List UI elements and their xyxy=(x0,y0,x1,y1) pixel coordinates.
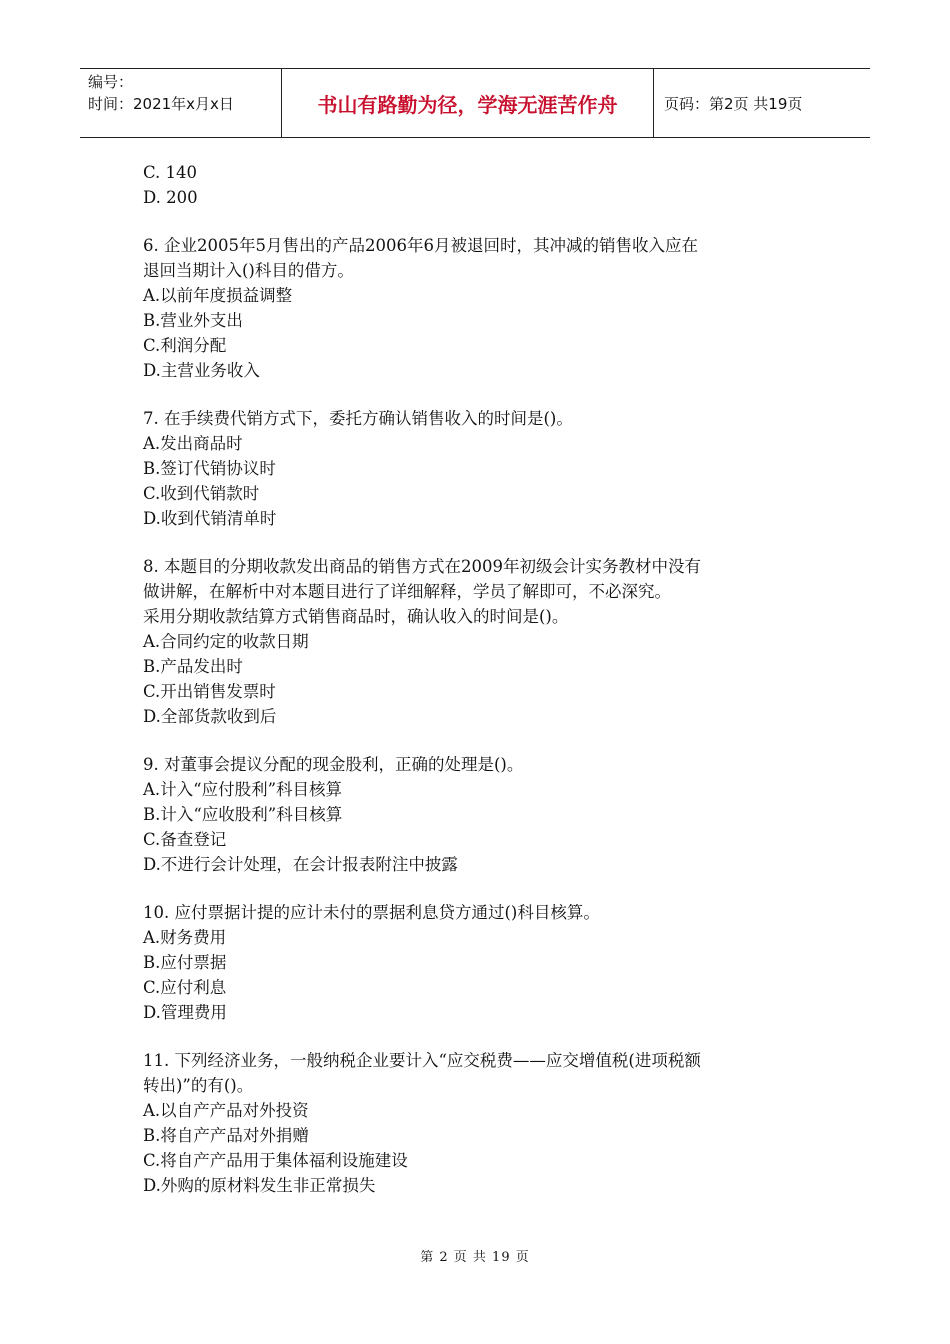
question-text: 9. 对董事会提议分配的现金股利，正确的处理是()。 xyxy=(143,755,524,774)
header-motto: 书山有路勤为径，学海无涯苦作舟 xyxy=(282,69,654,137)
question-line: 做讲解，在解析中对本题目进行了详细解释，学员了解即可，不必深究。 xyxy=(143,582,671,601)
question-block xyxy=(143,554,823,729)
question-line: 采用分期收款结算方式销售商品时，确认收入的时间是()。 xyxy=(143,607,569,626)
question-line: C.开出销售发票时 xyxy=(143,682,276,701)
question-line: D.不进行会计处理，在会计报表附注中披露 xyxy=(143,855,458,874)
question-text: 8. 本题目的分期收款发出商品的销售方式在2009年初级会计实务教材中没有 xyxy=(143,557,701,576)
header-page-info: 页码：第2页 共19页 xyxy=(664,94,803,113)
question-line: D.收到代销清单时 xyxy=(143,509,277,528)
question-line: B.签订代销协议时 xyxy=(143,459,276,478)
question-line: D.外购的原材料发生非正常损失 xyxy=(143,1176,376,1195)
question-line: D.主营业务收入 xyxy=(143,361,260,380)
question-block xyxy=(143,752,823,877)
question-text: 11. 下列经济业务，一般纳税企业要计入“应交税费——应交增值税(进项税额 xyxy=(143,1051,701,1070)
question-line: A.财务费用 xyxy=(143,928,227,947)
question-line: A.以自产产品对外投资 xyxy=(143,1101,309,1120)
question-text: 6. 企业2005年5月售出的产品2006年6月被退回时，其冲减的销售收入应在 xyxy=(143,236,698,255)
question-line: C.应付利息 xyxy=(143,978,227,997)
page-footer: 第 2 页 共 19 页 xyxy=(420,1250,530,1265)
header-meta xyxy=(80,69,282,137)
question-line: C.利润分配 xyxy=(143,336,227,355)
question-block xyxy=(143,900,823,1025)
question-list xyxy=(143,160,823,1221)
question-line: A.合同约定的收款日期 xyxy=(143,632,309,651)
document-date: 时间：2021年x月x日 xyxy=(88,95,234,113)
page-header xyxy=(80,68,870,138)
question-line: 退回当期计入()科目的借方。 xyxy=(143,261,354,280)
question-block xyxy=(143,233,823,383)
question-line: 转出)”的有()。 xyxy=(143,1076,254,1095)
question-line: D.全部货款收到后 xyxy=(143,707,277,726)
question-line: A.计入“应付股利”科目核算 xyxy=(143,780,343,799)
question-line: C. 140 xyxy=(143,163,198,182)
question-line: A.以前年度损益调整 xyxy=(143,286,293,305)
question-line: B.将自产产品对外捐赠 xyxy=(143,1126,309,1145)
question-block xyxy=(143,406,823,531)
question-line: C.收到代销款时 xyxy=(143,484,260,503)
question-line: C.将自产产品用于集体福利设施建设 xyxy=(143,1151,408,1170)
document-number-label: 编号： xyxy=(88,73,134,91)
question-line: B.产品发出时 xyxy=(143,657,243,676)
question-text: 7. 在手续费代销方式下，委托方确认销售收入的时间是()。 xyxy=(143,409,573,428)
question-line: B.计入“应收股利”科目核算 xyxy=(143,805,343,824)
question-line: D. 200 xyxy=(143,188,198,207)
question-line: D.管理费用 xyxy=(143,1003,227,1022)
question-line: B.营业外支出 xyxy=(143,311,243,330)
question-line: C.备查登记 xyxy=(143,830,227,849)
question-block xyxy=(143,160,823,210)
question-block xyxy=(143,1048,823,1198)
question-line: B.应付票据 xyxy=(143,953,227,972)
question-line: A.发出商品时 xyxy=(143,434,243,453)
question-text: 10. 应付票据计提的应计未付的票据利息贷方通过()科目核算。 xyxy=(143,903,600,922)
